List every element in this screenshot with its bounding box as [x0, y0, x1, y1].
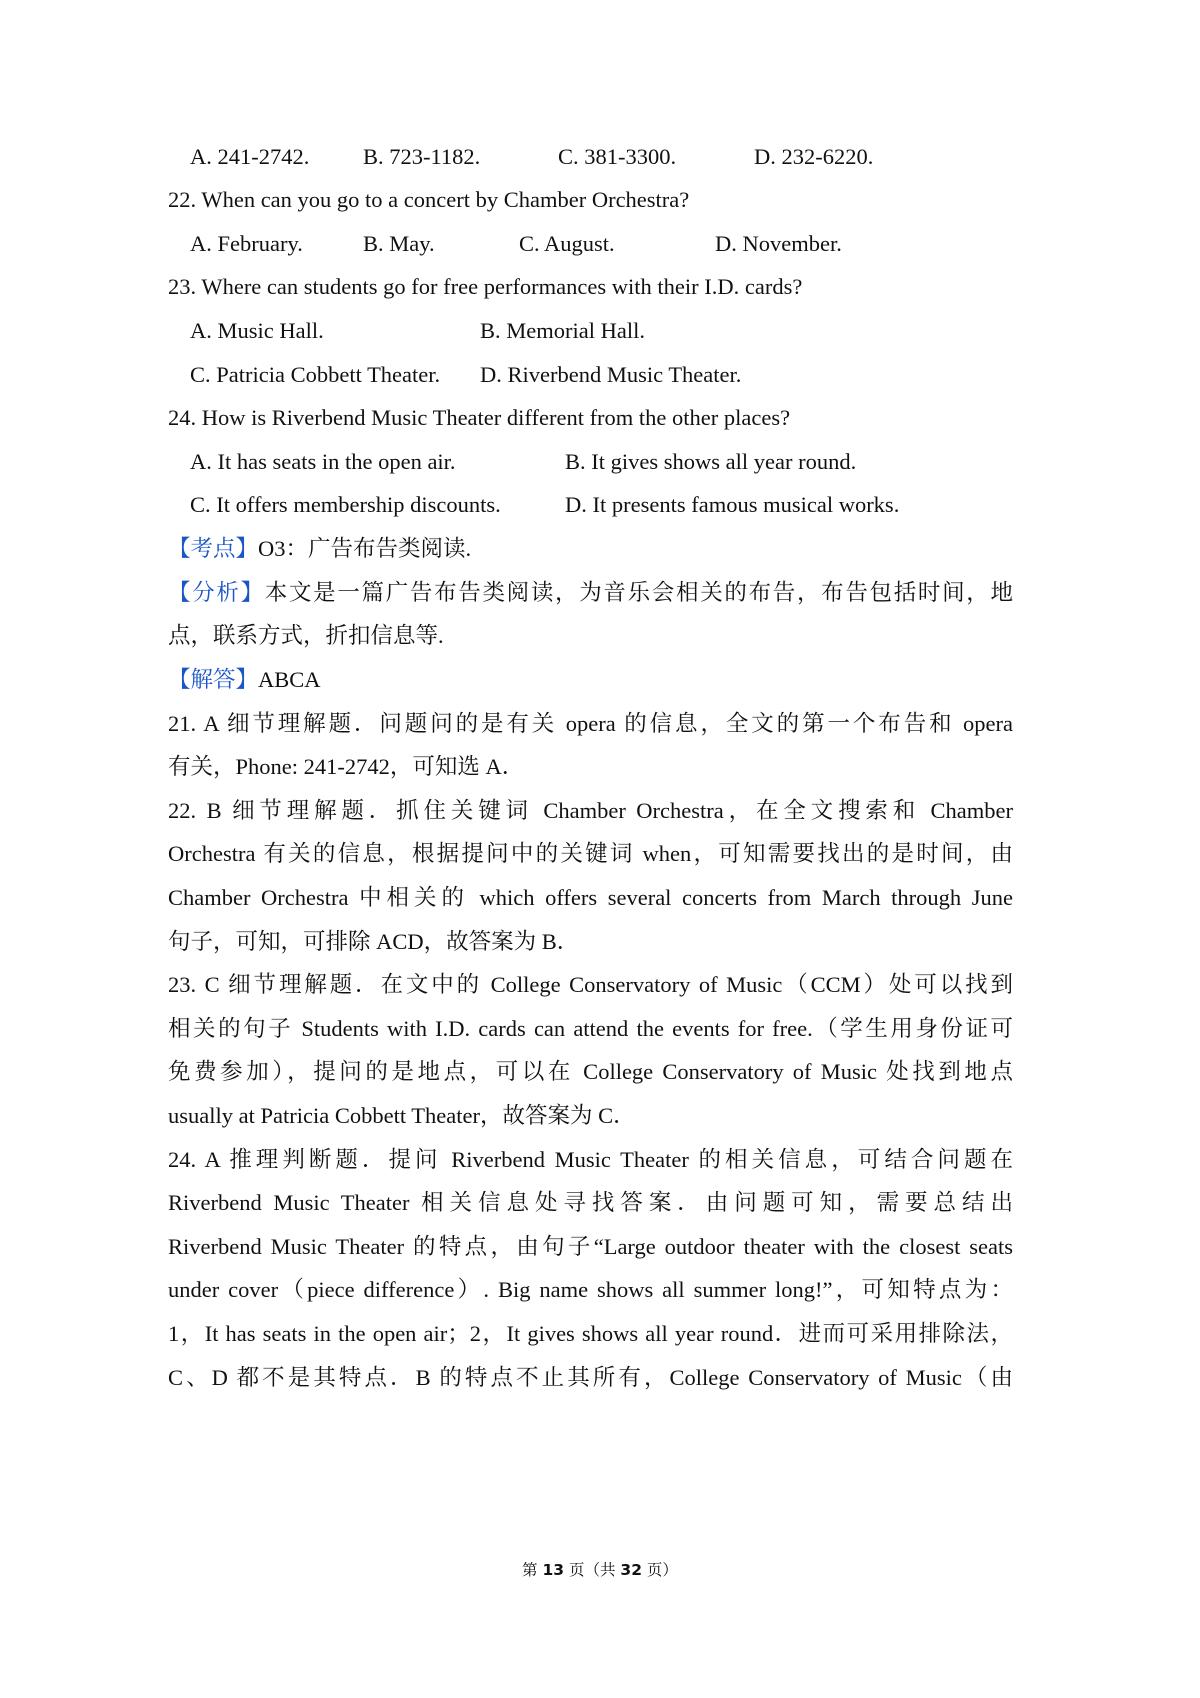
total-pages-number: 32: [620, 1561, 642, 1579]
page-footer: [0, 1559, 1200, 1581]
explanation-line: usually at Patricia Cobbett Theater，故答案为 C．: [168, 1103, 636, 1128]
q24-option-c: C. It offers membership discounts.: [190, 492, 501, 517]
jieda-tag: 【解答】: [168, 667, 259, 692]
explanation-line: 22. B 细节理解题．抓住关键词 Chamber Orchestra，在全文搜索和 Chamber: [168, 798, 1013, 823]
q22-option-d: D. November.: [715, 231, 842, 256]
explanation-line: C、D 都不是其特点．B 的特点不止其所有，College Conservatory of Music（由: [168, 1365, 1013, 1390]
explanation-line: 相关的句子 Students with I.D. cards can attend the events for free.（学生用身份证可: [168, 1016, 1013, 1041]
fenxi-line-1: [168, 578, 1013, 608]
q23-option-a: A. Music Hall.: [190, 318, 324, 343]
kaodian-line: [168, 534, 471, 564]
q21-option-a: A. 241-2742.: [190, 144, 310, 169]
q22-option-c: C. August.: [519, 231, 615, 256]
explanation-line: 23. C 细节理解题．在文中的 College Conservatory of Music（CCM）处可以找到: [168, 972, 1013, 997]
kaodian-text: O3：广告布告类阅读.: [258, 536, 472, 561]
q21-option-b: B. 723-1182.: [363, 144, 481, 169]
fenxi-tag: 【分析】: [168, 580, 265, 605]
jieda-line: [168, 665, 321, 695]
q21-option-c: C. 381-3300.: [558, 144, 677, 169]
q24-option-d: D. It presents famous musical works.: [565, 492, 900, 517]
q24-option-a: A. It has seats in the open air.: [190, 449, 456, 474]
explanation-line: Riverbend Music Theater 的特点，由句子“Large outdoor theater with the closest seats: [168, 1234, 1013, 1259]
q21-option-d: D. 232-6220.: [754, 144, 874, 169]
explanation-line: under cover（piece difference）. Big name shows all summer long!”，可知特点为：: [168, 1277, 1013, 1302]
jieda-answer: ABCA: [258, 667, 321, 692]
q23-option-b: B. Memorial Hall.: [480, 318, 645, 343]
explanation-line: Chamber Orchestra 中相关的 which offers several concerts from March through June: [168, 885, 1013, 910]
footer-middle: 页（共: [564, 1561, 621, 1579]
fenxi-text-1: 本文是一篇广告布告类阅读，为音乐会相关的布告，布告包括时间，地: [264, 580, 1013, 605]
q23-option-c: C. Patricia Cobbett Theater.: [190, 362, 441, 387]
q22-option-a: A. February.: [190, 231, 303, 256]
q23-option-d: D. Riverbend Music Theater.: [480, 362, 742, 387]
footer-prefix: 第: [522, 1561, 543, 1579]
q23-stem: 23. Where can students go for free performances with their I.D. cards?: [168, 274, 803, 299]
explanation-line: 免费参加），提问的是地点，可以在 College Conservatory of Music 处找到地点: [168, 1059, 1013, 1084]
kaodian-tag: 【考点】: [168, 536, 259, 561]
fenxi-text-2: 点，联系方式，折扣信息等.: [168, 623, 444, 648]
explanation-line: 21. A 细节理解题．问题问的是有关 opera 的信息，全文的第一个布告和 opera: [168, 711, 1013, 736]
explanation-line: 句子，可知，可排除 ACD，故答案为 B．: [168, 929, 580, 954]
explanation-line: 1，It has seats in the open air；2，It gives shows all year round．进而可采用排除法，: [168, 1321, 1013, 1346]
explanation-line: 24. A 推理判断题．提问 Riverbend Music Theater 的相关信息，可结合问题在: [168, 1147, 1013, 1172]
explanation-line: 有关，Phone: 241-2742，可知选 A．: [168, 754, 525, 779]
explanation-line: Riverbend Music Theater 相关信息处寻找答案．由问题可知，需要总结出: [168, 1190, 1013, 1215]
q22-stem: 22. When can you go to a concert by Chamber Orchestra?: [168, 187, 690, 212]
current-page-number: 13: [542, 1561, 565, 1579]
q24-option-b: B. It gives shows all year round.: [565, 449, 857, 474]
explanation-line: Orchestra 有关的信息，根据提问中的关键词 when，可知需要找出的是时间，由: [168, 841, 1013, 866]
q22-option-b: B. May.: [363, 231, 435, 256]
q24-stem: 24. How is Riverbend Music Theater different from the other places?: [168, 405, 791, 430]
footer-suffix: 页）: [642, 1561, 678, 1579]
